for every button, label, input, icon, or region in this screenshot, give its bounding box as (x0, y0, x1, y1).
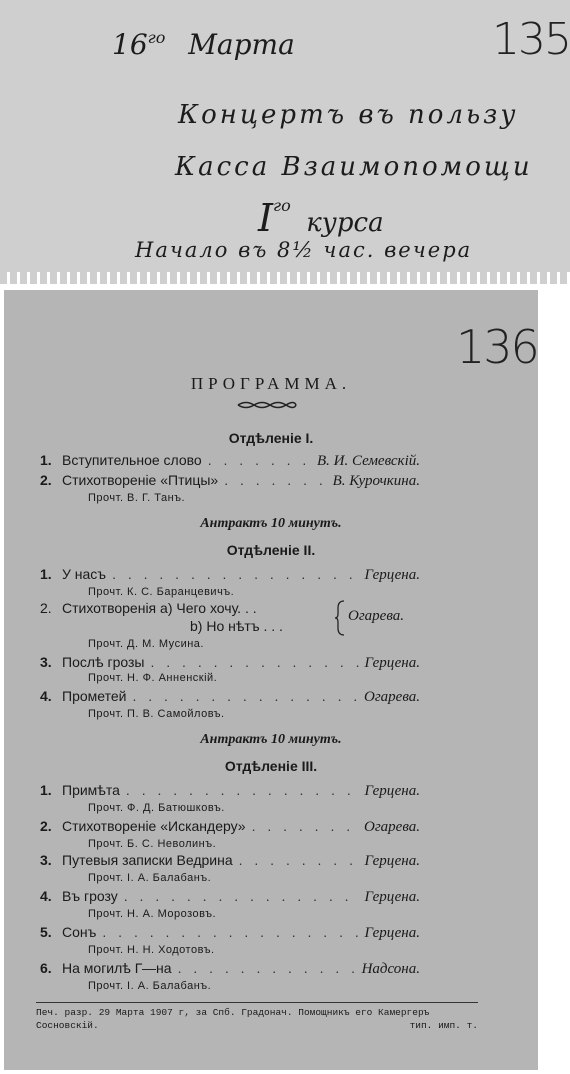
item-title: Прометей (62, 688, 127, 704)
item-reader: Прочт. Д. М. Мусина. (88, 638, 204, 650)
course-word: курса (306, 208, 384, 238)
date-day: 16 (112, 28, 148, 61)
item-number: 2. (40, 600, 52, 616)
item-author: Герцена. (364, 925, 420, 941)
program-item (40, 782, 420, 800)
dot-leader (102, 924, 358, 940)
imprint-line-1: Печ. разр. 29 Марта 1907 г, за Спб. Градонач. Помощникъ его Камергеръ (36, 1007, 430, 1018)
course-roman: I (258, 196, 274, 240)
item-number: 1. (40, 452, 52, 468)
item-title-b (190, 618, 283, 634)
item-author: Огарева. (363, 689, 420, 705)
item-number: 4. (40, 688, 52, 704)
item-number: 2. (40, 472, 52, 488)
item-title: Стихотвореніе «Искандеру» (62, 818, 246, 834)
program-item (40, 960, 420, 978)
item-number: 5. (40, 924, 52, 940)
dot-leader (224, 472, 326, 488)
dot-leader (208, 452, 311, 468)
item-reader: Прочт. Ф. Д. Батюшковъ. (88, 802, 225, 814)
item-author: Огарева. (348, 608, 405, 624)
brace-icon (334, 600, 346, 636)
dot-leader (252, 818, 358, 834)
section-heading-3: Отдѣленіе III. (224, 758, 318, 774)
dot-leader (239, 852, 359, 868)
item-author: Надсона. (361, 961, 420, 977)
intermission-1: Антрактъ 10 минутъ. (200, 516, 342, 531)
program-item (40, 472, 420, 490)
item-reader: Прочт. Б. С. Неволинъ. (88, 838, 217, 850)
item-number: 6. (40, 960, 52, 976)
item-number: 1. (40, 566, 52, 582)
item-author: Герцена. (364, 889, 420, 905)
item-author: Герцена. (364, 655, 420, 671)
program-item (40, 654, 420, 672)
imprint-line-2 (36, 1019, 478, 1032)
item-title: Путевыя записки Ведрина (62, 852, 233, 868)
item-number: 3. (40, 852, 52, 868)
item-title: Въ грозу (62, 888, 118, 904)
item-title: На могилѣ Г—на (62, 960, 172, 976)
item-author: Герцена. (364, 783, 420, 799)
item-reader: Прочт. І. А. Балабанъ. (88, 980, 212, 992)
imprint-printer: тип. имп. т. (409, 1020, 478, 1031)
item-number: 4. (40, 888, 52, 904)
item-reader: Прочт. Н. Н. Ходотовъ. (88, 944, 215, 956)
course-suffix: го (273, 196, 291, 215)
item-number: 1. (40, 782, 52, 798)
item-title: У насъ (62, 566, 107, 582)
section-heading-1: Отдѣленіе I. (228, 430, 314, 446)
dot-leader (132, 688, 358, 704)
program-item (40, 688, 420, 706)
program-item (40, 888, 420, 906)
item-author: В. И. Семевскій. (316, 453, 420, 469)
item-reader: Прочт. Н. А. Морозовъ. (88, 908, 217, 920)
item-reader: Прочт. Н. Ф. Анненскій. (88, 672, 218, 684)
item-reader: Прочт. І. А. Балабанъ. (88, 872, 212, 884)
dot-leader (178, 960, 356, 976)
footer-divider (36, 1002, 478, 1003)
item-author: Герцена. (364, 853, 420, 869)
archive-number-program: 136 (456, 320, 538, 374)
item-title: Стихотвореніе «Птицы» (62, 472, 219, 488)
dot-leader (151, 654, 359, 670)
program-item (40, 566, 420, 584)
dot-leader: . . . (259, 618, 283, 634)
imprint-signatory: Сосновскій. (36, 1020, 99, 1031)
item-author: В. Курочкина. (332, 473, 420, 489)
archive-number-card: 135 (492, 14, 570, 65)
item-title: Стихотворенія a) Чего хочу. (62, 600, 242, 616)
item-title: Сонъ (62, 924, 97, 940)
dot-leader (126, 782, 359, 798)
item-reader: Прочт. К. С. Баранцевичъ. (88, 586, 235, 598)
course-line (258, 196, 384, 240)
item-subtitle: b) Но нѣтъ (190, 618, 260, 634)
section-heading-2: Отдѣленіе II. (226, 542, 316, 558)
program-item (40, 924, 420, 942)
item-title: Вступительное слово (62, 452, 202, 468)
item-number: 2. (40, 818, 52, 834)
program-item (40, 852, 420, 870)
program-sheet (4, 290, 538, 1070)
program-item-multi (40, 600, 257, 616)
intermission-2: Антрактъ 10 минутъ. (200, 732, 342, 747)
dot-leader (124, 888, 359, 904)
concert-line: Концертъ въ пользу (178, 100, 519, 130)
dot-leader: . . (241, 600, 257, 616)
item-number: 3. (40, 654, 52, 670)
item-title: Примѣта (62, 782, 120, 798)
program-item (40, 818, 420, 836)
program-title: ПРОГРАММА. (190, 374, 352, 393)
item-author: Герцена. (364, 567, 420, 583)
date-month: Марта (188, 28, 295, 61)
fund-line: Касса Взаимопомощи (175, 152, 533, 182)
item-reader: Прочт. П. В. Самойловъ. (88, 708, 225, 720)
imprint-footer (36, 1006, 478, 1032)
item-reader: Прочт. В. Г. Танъ. (88, 492, 186, 504)
handwritten-card (0, 0, 570, 278)
start-time-line: Начало въ 8½ час. вечера (135, 238, 473, 262)
date-suffix: го (147, 28, 166, 47)
ornament-divider (236, 400, 298, 410)
item-author: Огарева. (363, 819, 420, 835)
date-line (112, 28, 295, 61)
program-item (40, 452, 420, 470)
dot-leader (112, 566, 358, 582)
item-title: Послѣ грозы (62, 654, 145, 670)
